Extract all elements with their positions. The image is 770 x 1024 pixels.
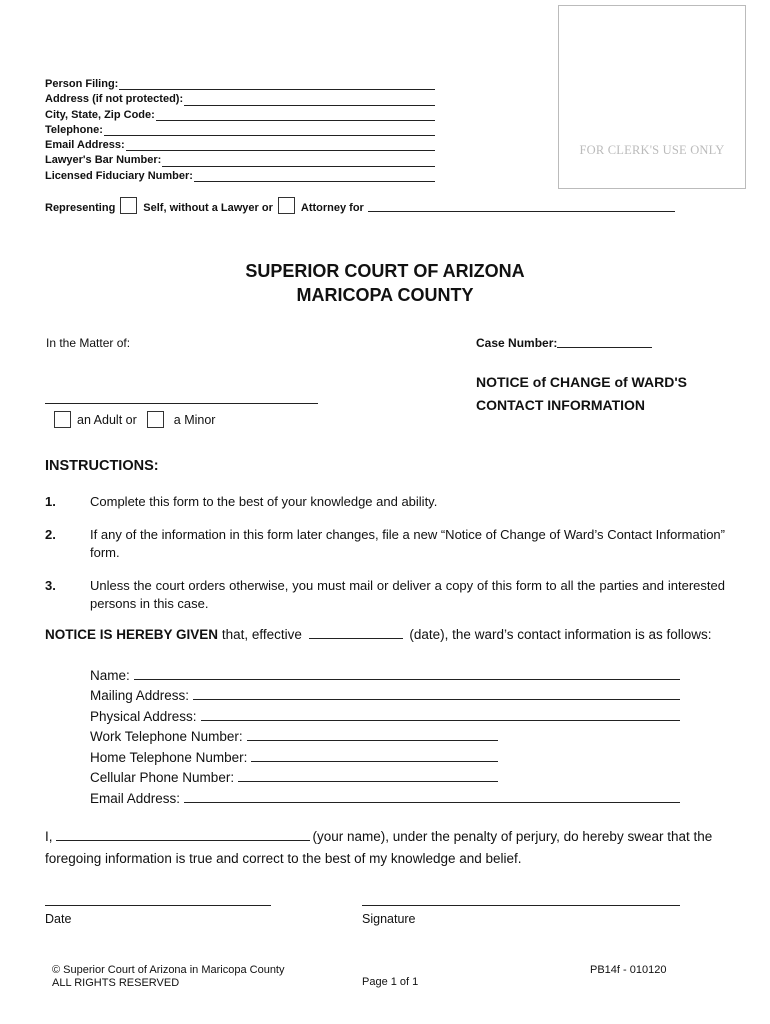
adult-label: an Adult or: [77, 412, 137, 427]
bar-number-field[interactable]: [162, 165, 435, 167]
instruction-number: 3.: [45, 578, 56, 593]
effective-date-field[interactable]: [309, 637, 403, 639]
instruction-text: Complete this form to the best of your knowledge and ability.: [90, 494, 438, 509]
case-number-field[interactable]: [557, 347, 652, 348]
email-field[interactable]: [126, 149, 435, 151]
form-code: PB14f - 010120: [590, 964, 667, 976]
physical-address-row: [90, 703, 680, 724]
email-address-input[interactable]: [184, 802, 680, 803]
person-filing-label: Person Filing:: [45, 78, 119, 90]
notice-given-mid: that, effective: [221, 627, 302, 642]
cell-phone-input[interactable]: [238, 781, 498, 782]
physical-address-label: Physical Address:: [90, 708, 197, 724]
copyright-text: © Superior Court of Arizona in Maricopa County: [52, 964, 285, 976]
mailing-address-input[interactable]: [193, 699, 680, 700]
fiduciary-number-row[interactable]: [45, 169, 435, 184]
representing-row: [45, 194, 685, 214]
attorney-checkbox[interactable]: [278, 197, 295, 214]
case-number-label: Case Number:: [476, 336, 558, 350]
notice-given-line: [45, 627, 735, 642]
bar-number-row[interactable]: [45, 153, 435, 168]
page-number: Page 1 of 1: [362, 976, 419, 988]
city-state-zip-field[interactable]: [156, 119, 435, 121]
notice-title-line1: NOTICE of CHANGE of WARD'S: [476, 374, 687, 390]
home-phone-row: [90, 744, 498, 765]
case-number-row: [476, 336, 652, 350]
self-option-label: Self, without a Lawyer or: [143, 202, 273, 214]
oath-text: (your name), under the penalty of perjury, do hereby swear that the foregoing information is true and correct to the best of my knowledge and belief.: [45, 829, 713, 866]
minor-checkbox[interactable]: [147, 411, 164, 428]
court-title: [0, 259, 770, 307]
clerk-use-box: [558, 5, 746, 189]
clerk-use-label: FOR CLERK'S USE ONLY: [579, 143, 725, 157]
mailing-address-row: [90, 683, 680, 704]
address-field[interactable]: [184, 104, 435, 106]
email-address-row: [90, 785, 680, 806]
telephone-field[interactable]: [104, 134, 435, 136]
telephone-label: Telephone:: [45, 123, 103, 136]
work-phone-input[interactable]: [247, 740, 498, 741]
ward-name-input[interactable]: [134, 679, 680, 680]
cell-phone-label: Cellular Phone Number:: [90, 770, 235, 785]
matter-label: In the Matter of:: [46, 336, 131, 350]
date-field[interactable]: [45, 905, 271, 906]
ward-name-field[interactable]: [45, 403, 318, 404]
bar-number-label: Lawyer's Bar Number:: [45, 154, 162, 167]
telephone-row[interactable]: [45, 123, 435, 138]
minor-label: a Minor: [173, 412, 216, 427]
fiduciary-number-field[interactable]: [194, 180, 435, 182]
county-name: MARICOPA COUNTY: [296, 285, 474, 305]
email-row[interactable]: [45, 138, 435, 153]
work-phone-label: Work Telephone Number:: [90, 729, 243, 744]
fiduciary-number-label: Licensed Fiduciary Number:: [45, 169, 193, 182]
rights-text: ALL RIGHTS RESERVED: [52, 976, 180, 989]
instruction-item: [45, 493, 725, 511]
mailing-address-label: Mailing Address:: [90, 688, 190, 703]
home-phone-input[interactable]: [251, 761, 498, 762]
ward-type-row: [54, 411, 215, 428]
city-state-zip-label: City, State, Zip Code:: [45, 108, 155, 121]
instruction-text: If any of the information in this form later changes, file a new “Notice of Change of Ward’s Contact Information” form.: [90, 527, 725, 560]
notice-title-line2: CONTACT INFORMATION: [476, 397, 646, 413]
work-phone-row: [90, 724, 498, 745]
cell-phone-row: [90, 765, 498, 786]
instruction-text: Unless the court orders otherwise, you must mail or deliver a copy of this form to all the parties and interested persons in this case.: [90, 578, 725, 611]
email-address-label: Email Address:: [90, 790, 181, 806]
person-filing-row[interactable]: [45, 77, 435, 92]
date-label: Date: [45, 912, 72, 926]
instruction-number: 1.: [45, 494, 56, 509]
instruction-item: [45, 526, 725, 561]
attorney-option-label: Attorney for: [300, 202, 364, 214]
self-checkbox[interactable]: [120, 197, 137, 214]
address-label: Address (if not protected):: [45, 93, 184, 106]
filer-info-block: [45, 77, 435, 184]
signature-label: Signature: [362, 912, 416, 926]
footer-copyright: [52, 964, 285, 989]
notice-title: [476, 371, 687, 417]
email-label: Email Address:: [45, 139, 125, 152]
instruction-number: 2.: [45, 527, 56, 542]
person-filing-field[interactable]: [119, 88, 435, 90]
court-name: SUPERIOR COURT OF ARIZONA: [245, 261, 525, 281]
oath-statement: [45, 826, 727, 870]
your-name-field[interactable]: [56, 839, 310, 841]
notice-given-tail: (date), the ward’s contact information is as follows:: [409, 627, 712, 642]
instructions-heading: INSTRUCTIONS:: [45, 458, 159, 474]
ward-name-label: Name:: [90, 667, 130, 683]
adult-checkbox[interactable]: [54, 411, 71, 428]
attorney-for-field[interactable]: [368, 211, 675, 212]
city-state-zip-row[interactable]: [45, 108, 435, 123]
instruction-item: [45, 577, 725, 612]
oath-start: I,: [45, 829, 53, 844]
signature-field[interactable]: [362, 905, 680, 906]
address-row[interactable]: [45, 92, 435, 107]
ward-name-row: [90, 662, 680, 683]
representing-label: Representing: [45, 202, 116, 214]
home-phone-label: Home Telephone Number:: [90, 749, 248, 765]
notice-given-bold: NOTICE IS HEREBY GIVEN: [45, 627, 219, 642]
physical-address-input[interactable]: [201, 720, 680, 721]
